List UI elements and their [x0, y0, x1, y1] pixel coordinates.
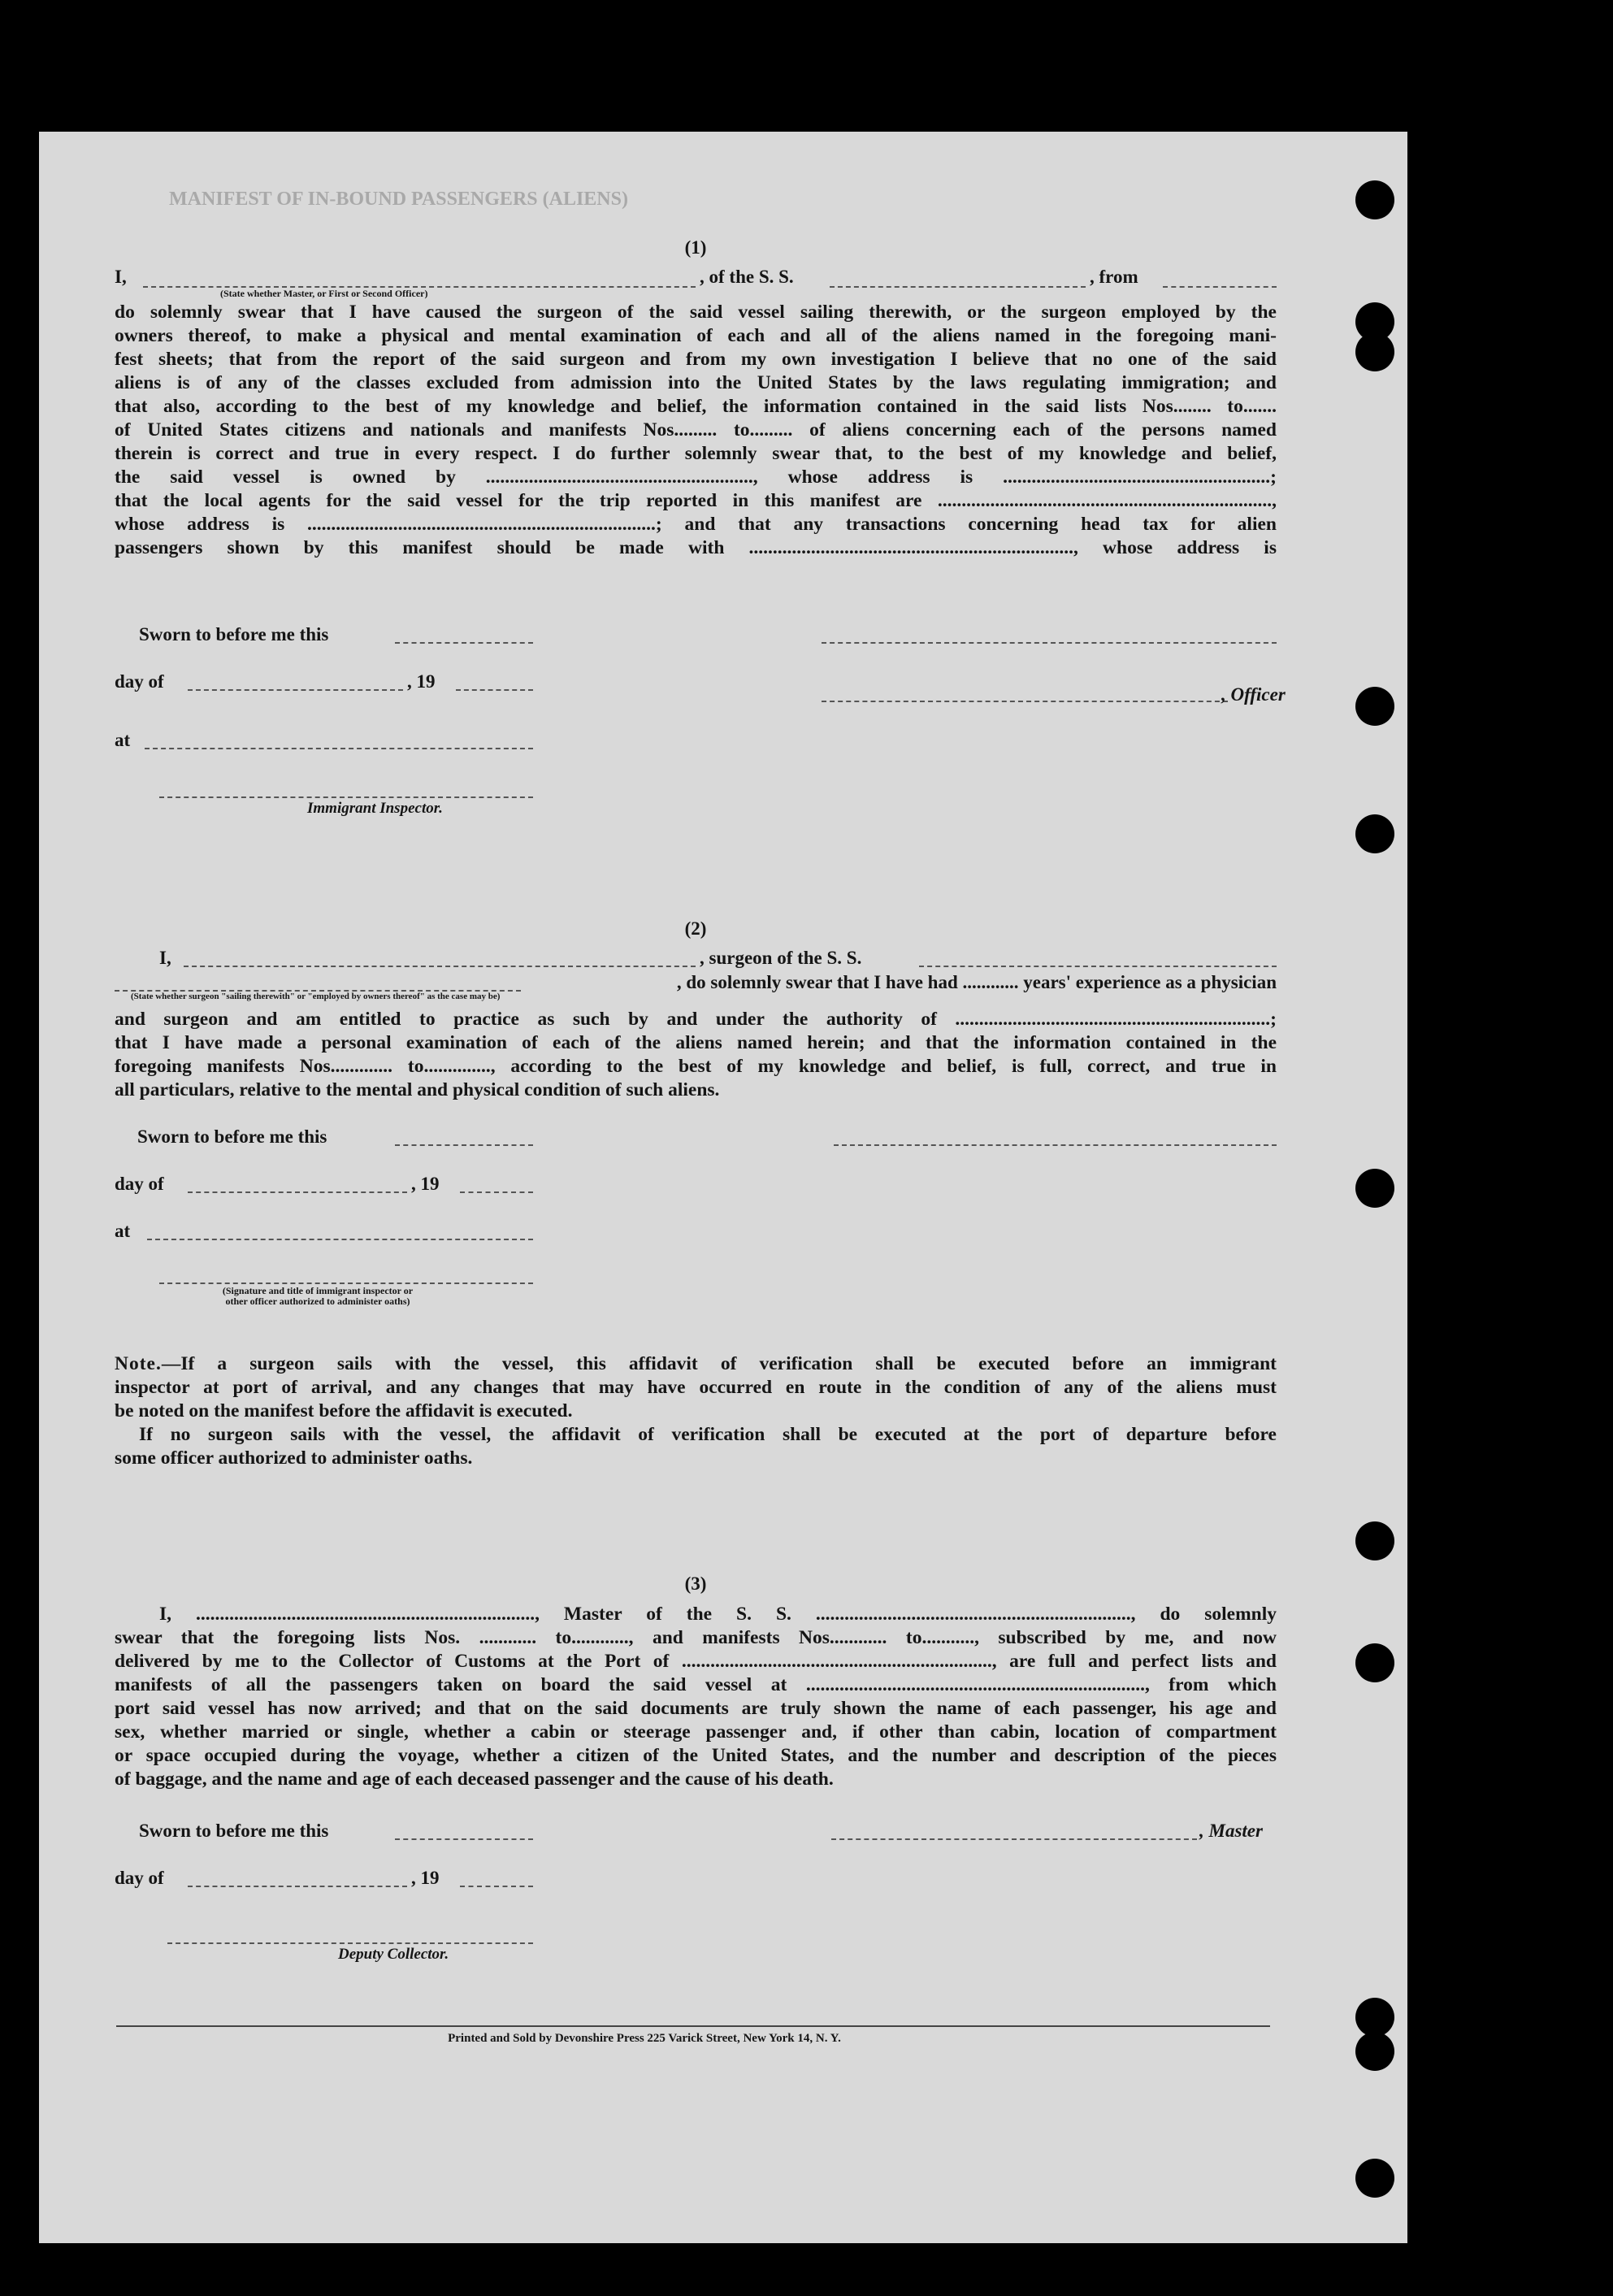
year-blank[interactable]	[460, 1191, 533, 1193]
oath-line: the said vessel is owned by ........................................................, whose address is ........................................................;	[115, 467, 1277, 488]
oath-line: that I have made a personal examination of each of the aliens named herein; and that the information contained in the	[115, 1032, 1277, 1053]
oath-line: of baggage, and the name and age of each deceased passenger and the cause of his death.	[115, 1769, 834, 1790]
oath-line: or space occupied during the voyage, whether a citizen of the United States, and the number and description of the pieces	[115, 1745, 1277, 1766]
note-line: be noted on the manifest before the affidavit is executed.	[115, 1400, 573, 1421]
punch-hole	[1355, 180, 1394, 219]
punch-hole	[1355, 1169, 1394, 1208]
oath-prefix: I,	[115, 267, 127, 287]
sworn-label: Sworn to before me this	[139, 624, 329, 645]
at-blank[interactable]	[147, 1239, 533, 1240]
ship-blank[interactable]	[830, 286, 1086, 288]
year-blank[interactable]	[456, 689, 533, 691]
oath-body	[115, 301, 1277, 560]
oath-prefix: I,	[159, 948, 171, 968]
document-page	[39, 132, 1407, 2243]
day-of-label: day of	[115, 1174, 164, 1194]
inspector-signature-line[interactable]	[159, 1283, 533, 1284]
officer-signature-line[interactable]	[822, 642, 1277, 644]
oath-line: owners thereof, to make a physical and mental examination of each and all of the aliens named in the foregoing mani-	[115, 325, 1277, 346]
oath-line: manifests of all the passengers taken on board the said vessel at ......................................................................., from which	[115, 1674, 1277, 1695]
oath-line: all particulars, relative to the mental and physical condition of such aliens.	[115, 1079, 720, 1100]
section-number: (2)	[684, 918, 707, 939]
sworn-label: Sworn to before me this	[137, 1126, 327, 1147]
officer-label: , Officer	[1221, 684, 1286, 705]
from-blank[interactable]	[1163, 286, 1277, 288]
punch-hole	[1355, 814, 1394, 853]
sworn-blank[interactable]	[395, 642, 533, 644]
from-label: , from	[1090, 267, 1138, 287]
day-of-label: day of	[115, 671, 164, 692]
printer-footer: Printed and Sold by Devonshire Press 225 Varick Street, New York 14, N. Y.	[448, 2032, 841, 2045]
note-line: —If a surgeon sails with the vessel, this affidavit of verification shall be executed before an immigrant	[161, 1353, 1277, 1374]
oath-line: I, ......................................................................., Master of the S. S. .................................................................., do solemnly	[159, 1604, 1277, 1625]
day-of-label: day of	[115, 1868, 164, 1888]
punch-hole	[1355, 1998, 1394, 2037]
note-line: some officer authorized to administer oaths.	[115, 1447, 473, 1469]
punch-hole	[1355, 1643, 1394, 1682]
year-blank[interactable]	[460, 1886, 533, 1887]
year-label: , 19	[411, 1174, 440, 1194]
ship-label: , of the S. S.	[700, 267, 794, 287]
at-label: at	[115, 1221, 131, 1241]
punch-hole	[1355, 687, 1394, 726]
inspector-signature-line[interactable]	[159, 796, 533, 798]
oath-line: that also, according to the best of my knowledge and belief, the information contained in the said lists Nos........ to.......	[115, 396, 1277, 417]
oath-line: swear that the foregoing lists Nos. ............ to............, and manifests Nos............ to..........., subscribed by me, and now	[115, 1627, 1277, 1648]
note-line: If no surgeon sails with the vessel, the affidavit of verification shall be executed at the port of departure before	[139, 1424, 1277, 1445]
oath-line: whose address is .........................................................................; and that any transactions concerning head tax for alien	[115, 514, 1277, 535]
section-number: (1)	[684, 237, 707, 258]
oath-line: passengers shown by this manifest should be made with ...................................................................., whose address is	[115, 537, 1277, 558]
oath-line: of United States citizens and nationals and manifests Nos......... to......... of aliens concerning each of the persons named	[115, 419, 1277, 441]
oath-line: that the local agents for the said vessel for the trip reported in this manifest are ......................................................................,	[115, 490, 1277, 511]
oath-line: do solemnly swear that I have caused the surgeon of the said vessel sailing therewith, or the surgeon employed by the	[115, 302, 1277, 323]
signature-note-line: (Signature and title of immigrant inspector or	[222, 1285, 414, 1296]
oath-line: therein is correct and true in every respect. I do further solemnly swear that, to the best of my knowledge and belief,	[115, 443, 1277, 464]
oath-line: aliens is of any of the classes excluded from admission into the United States by the laws regulating immigration; and	[115, 372, 1277, 393]
note-label: Note.	[115, 1353, 162, 1374]
sworn-blank[interactable]	[395, 1838, 533, 1840]
officer-line[interactable]	[822, 701, 1228, 702]
signature-note-line: other officer authorized to administer oaths)	[225, 1296, 410, 1307]
note-line: inspector at port of arrival, and any changes that may have occurred en route in the condition of any of the aliens must	[115, 1377, 1277, 1398]
oath-line: sex, whether married or single, whether a cabin or steerage passenger and, if other than cabin, location of compartment	[115, 1721, 1277, 1743]
punch-hole	[1355, 2159, 1394, 2198]
surgeon-ship-blank[interactable]	[919, 966, 1277, 967]
day-blank[interactable]	[188, 689, 403, 691]
day-blank[interactable]	[188, 1191, 407, 1193]
deputy-label: Deputy Collector.	[338, 1946, 449, 1963]
at-blank[interactable]	[145, 748, 533, 749]
oath-line: fest sheets; that from the report of the said surgeon and from my own investigation I believe that no one of the said	[115, 349, 1277, 370]
oath-line: foregoing manifests Nos............. to.............., according to the best of my knowledge and belief, is full, correct, and true in	[115, 1056, 1277, 1077]
rank-note: (State whether Master, or First or Second Officer)	[220, 288, 428, 299]
sworn-label: Sworn to before me this	[139, 1821, 329, 1841]
surgeon-name-blank[interactable]	[184, 966, 696, 967]
signature-line[interactable]	[834, 1144, 1277, 1146]
oath-line: and surgeon and am entitled to practice as such by and under the authority of ..................................................................;	[115, 1009, 1277, 1030]
surgeon-status-note: (State whether surgeon "sailing therewith" or "employed by owners thereof" as the case may be)	[131, 992, 501, 1001]
master-body	[115, 1603, 1277, 1791]
footer-rule	[116, 2025, 1270, 2027]
oath-line: port said vessel has now arrived; and that on the said documents are truly shown the name of each passenger, his age and	[115, 1698, 1277, 1719]
experience-line: , do solemnly swear that I have had ............ years' experience as a physician	[676, 972, 1277, 992]
punch-hole	[1355, 332, 1394, 371]
sworn-blank[interactable]	[395, 1144, 533, 1146]
day-blank[interactable]	[188, 1886, 407, 1887]
at-label: at	[115, 730, 131, 750]
section-2	[115, 918, 1277, 1341]
punch-hole	[1355, 1521, 1394, 1560]
section-3	[115, 1573, 1277, 1915]
surgeon-note	[115, 1352, 1277, 1470]
deputy-signature-line[interactable]	[167, 1942, 533, 1944]
section-number: (3)	[684, 1573, 707, 1594]
punch-hole	[1355, 2032, 1394, 2071]
master-signature-line[interactable]	[831, 1838, 1197, 1840]
signature-note	[171, 1286, 464, 1307]
surgeon-ship-label: , surgeon of the S. S.	[700, 948, 862, 968]
section-1	[115, 236, 1286, 723]
bleed-through-header: MANIFEST OF IN-BOUND PASSENGERS (ALIENS)	[169, 189, 628, 210]
inspector-label: Immigrant Inspector.	[307, 800, 443, 817]
year-label: , 19	[407, 671, 436, 692]
master-label: , Master	[1199, 1821, 1263, 1841]
surgeon-body	[115, 1008, 1277, 1102]
year-label: , 19	[411, 1868, 440, 1888]
oath-line: delivered by me to the Collector of Customs at the Port of ................................................................., are full and perfect lists and	[115, 1651, 1277, 1672]
